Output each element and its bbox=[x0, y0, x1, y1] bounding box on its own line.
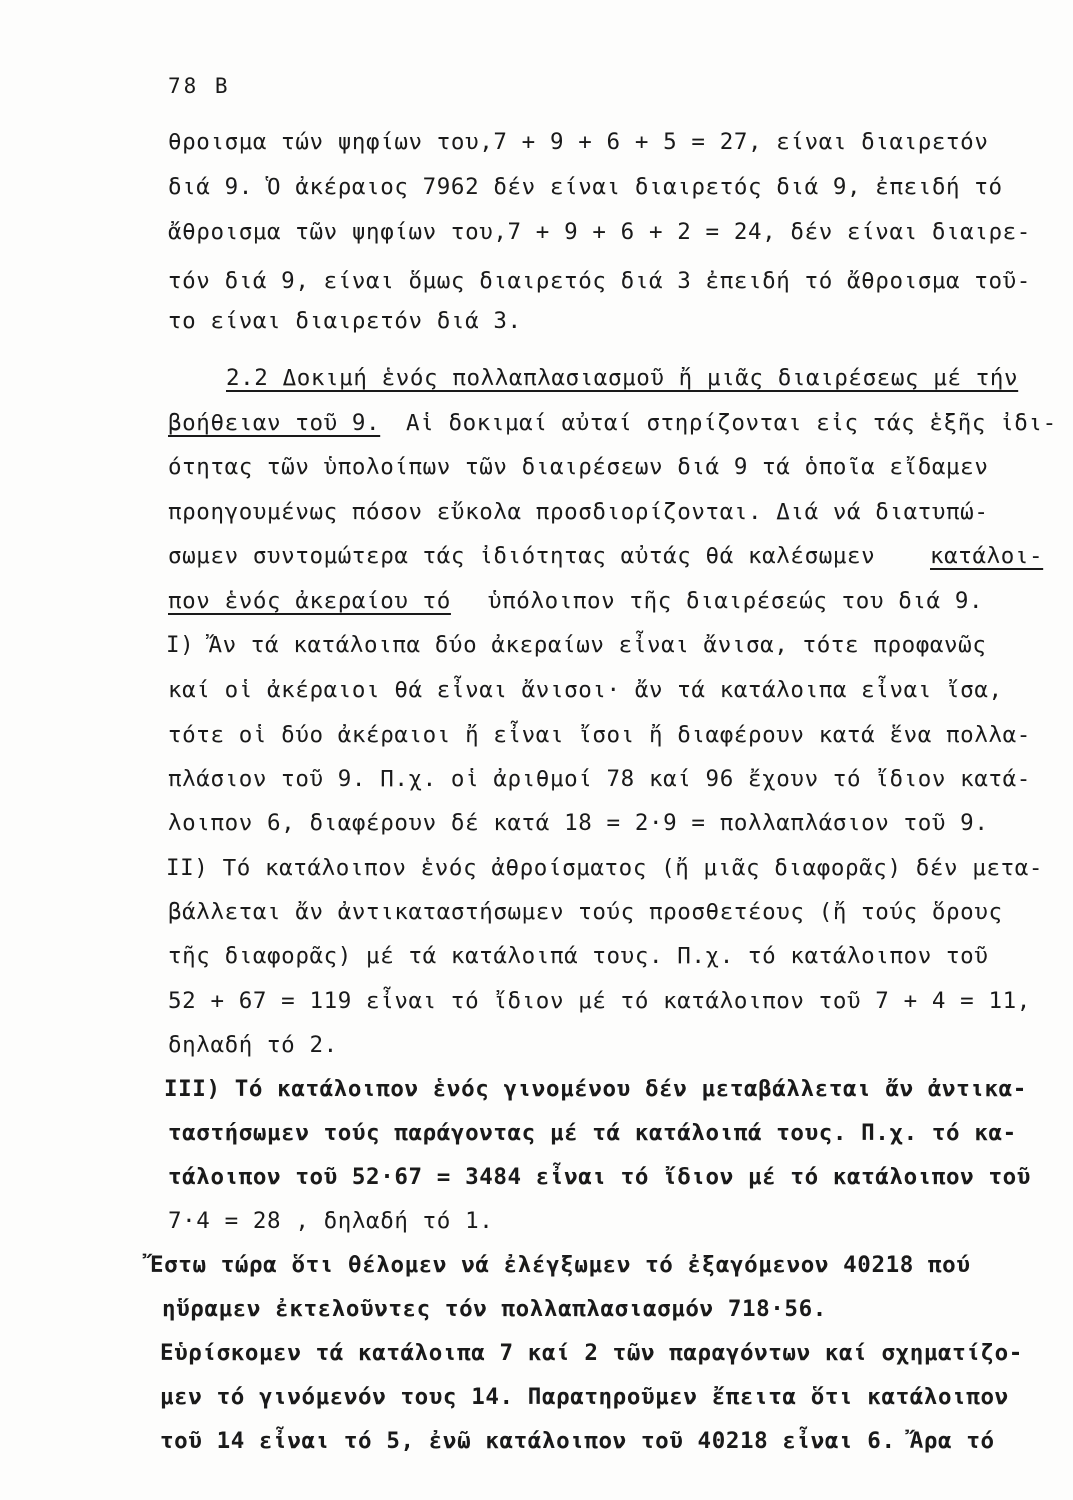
text-line: σωμεν συντομώτερα τάς ἰδιότητας αὐτάς θά καλέσωμεν bbox=[168, 543, 876, 569]
text-line: Εὑρίσκομεν τά κατάλοιπα 7 καί 2 τῶν παραγόντων καί σχηματίζο- bbox=[160, 1340, 1023, 1366]
text-line: βάλλεται ἄν ἀντικαταστήσωμεν τούς προσθετέους (ἤ τούς ὅρους bbox=[168, 899, 1003, 925]
text-line: Ἔστω τώρα ὅτι θέλομεν νά ἐλέγξωμεν τό ἐξαγόμενον 40218 πού bbox=[150, 1252, 971, 1278]
text-line: τότε οἱ δύο ἀκέραιοι ἤ εἶναι ἴσοι ἤ διαφέρουν κατά ἕνα πολλα- bbox=[168, 722, 1031, 748]
text-line: πλάσιον τοῦ 9. Π.χ. οἱ ἀριθμοί 78 καί 96 ἔχουν τό ἴδιον κατά- bbox=[168, 766, 1031, 792]
text-line: δηλαδή τό 2. bbox=[168, 1032, 338, 1058]
defined-term-continued: πον ἑνός ἀκεραίου τό bbox=[168, 588, 451, 614]
text-line: καί οἱ ἀκέραιοι θά εἶναι ἄνισοι· ἄν τά κατάλοιπα εἶναι ἴσα, bbox=[168, 677, 1003, 703]
text-line: I) Ἄν τά κατάλοιπα δύο ἀκεραίων εἶναι ἄνισα, τότε προφανῶς bbox=[166, 632, 987, 658]
text-line: ἄθροισμα τῶν ψηφίων του,7 + 9 + 6 + 2 = 24, δέν είναι διαιρε- bbox=[168, 219, 1031, 245]
text-line: τοῦ 14 εἶναι τό 5, ἐνῶ κατάλοιπον τοῦ 40218 εἶναι 6. Ἄρα τό bbox=[160, 1428, 995, 1454]
page-number: 78 B bbox=[168, 74, 231, 98]
section-heading-continued: βοήθειαν τοῦ 9. bbox=[168, 410, 381, 436]
text-line: 7·4 = 28 , δηλαδή τό 1. bbox=[168, 1208, 494, 1234]
text-line: το είναι διαιρετόν διά 3. bbox=[168, 308, 522, 334]
text-line: II) Τό κατάλοιπον ἑνός ἀθροίσματος (ἤ μιᾶς διαφορᾶς) δέν μετα- bbox=[166, 855, 1044, 881]
text-line: προηγουμένως πόσον εὔκολα προσδιορίζονται. Διά νά διατυπώ- bbox=[168, 499, 989, 525]
text-line: ὑπόλοιπον τῆς διαιρέσεώς του διά 9. bbox=[488, 588, 984, 614]
text-line: ηὕραμεν ἐκτελοῦντες τόν πολλαπλασιασμόν 718·56. bbox=[162, 1296, 827, 1322]
text-line: τόν διά 9, είναι ὅμως διαιρετός διά 3 ἐπειδή τό ἄθροισμα τοῦ- bbox=[168, 268, 1031, 294]
text-line: μεν τό γινόμενόν τους 14. Παρατηροῦμεν ἔπειτα ὅτι κατάλοιπον bbox=[160, 1384, 1009, 1410]
section-heading: 2.2 Δοκιμή ἑνός πολλαπλασιασμοῦ ἤ μιᾶς διαιρέσεως μέ τήν bbox=[226, 365, 1019, 391]
text-line: λοιπον 6, διαφέρουν δέ κατά 18 = 2·9 = πολλαπλάσιον τοῦ 9. bbox=[168, 810, 989, 836]
text-line: ταστήσωμεν τούς παράγοντας μέ τά κατάλοιπά τους. Π.χ. τό κα- bbox=[168, 1120, 1017, 1146]
text-line: διά 9. Ὁ ἀκέραιος 7962 δέν είναι διαιρετός διά 9, ἐπειδή τό bbox=[168, 174, 1003, 200]
text-line: τάλοιπον τοῦ 52·67 = 3484 εἶναι τό ἴδιον μέ τό κατάλοιπον τοῦ bbox=[168, 1164, 1031, 1190]
text-line: ότητας τῶν ὑπολοίπων τῶν διαιρέσεων διά 9 τά ὁποῖα εἴδαμεν bbox=[168, 454, 989, 480]
text-line: Αἱ δοκιμαί αὐταί στηρίζονται εἰς τάς ἑξῆς ἰδι- bbox=[406, 410, 1057, 436]
text-line: III) Τό κατάλοιπον ἑνός γινομένου δέν μεταβάλλεται ἄν ἀντικα- bbox=[164, 1076, 1027, 1102]
text-line: 52 + 67 = 119 εἶναι τό ἴδιον μέ τό κατάλοιπον τοῦ 7 + 4 = 11, bbox=[168, 988, 1031, 1014]
defined-term: κατάλοι- bbox=[930, 543, 1044, 569]
text-line: θροισμα τών ψηφίων του,7 + 9 + 6 + 5 = 27, είναι διαιρετόν bbox=[168, 129, 989, 155]
text-line: τῆς διαφορᾶς) μέ τά κατάλοιπά τους. Π.χ. τό κατάλοιπον τοῦ bbox=[168, 943, 989, 969]
